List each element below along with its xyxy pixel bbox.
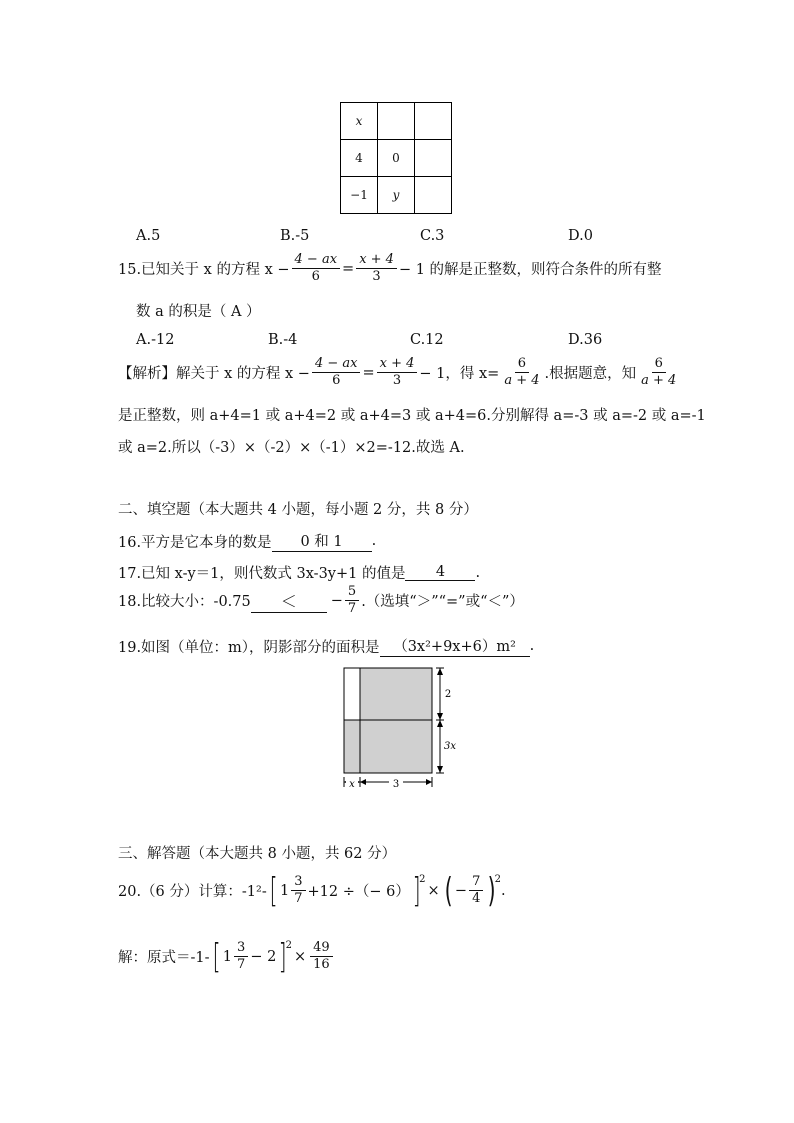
q14-option-b: B.-5 (280, 228, 310, 244)
section2-heading: 二、填空题（本大题共 4 小题，每小题 2 分，共 8 分） (118, 502, 478, 518)
fraction-denominator: 4 (472, 891, 481, 906)
fraction-numerator: 3 (291, 874, 305, 891)
mixed-fraction (234, 940, 248, 973)
analysis-text-3: .根据题意，知 (544, 366, 637, 382)
left-bracket: [ (269, 870, 278, 911)
analysis-text-1: 解关于 x 的方程 x − (176, 366, 310, 382)
q20-mixed-number (280, 874, 308, 907)
grid-cell: 0 (378, 140, 415, 177)
area-figure (330, 660, 470, 795)
fraction-denominator: 7 (294, 891, 303, 906)
q15-fraction-1 (292, 252, 341, 285)
fraction-denominator: 6 (332, 373, 341, 388)
left-bracket: [ (212, 936, 221, 977)
q17: 17.已知 x-y＝1，则代数式 3x-3y+1 的值是 4 . (118, 564, 481, 582)
q16-answer: 0 和 1 (272, 530, 372, 552)
grid-cell: x (341, 103, 378, 140)
grid-cell (415, 140, 452, 177)
fraction-denominator: 16 (313, 957, 330, 972)
right-bracket: ] (412, 870, 421, 911)
fraction-denominator: 3 (372, 269, 381, 284)
right-bracket: ] (278, 936, 287, 977)
fraction-numerator: 6 (652, 356, 666, 373)
q14-option-d: D.0 (568, 228, 593, 244)
label-3: 3 (392, 779, 400, 790)
fraction-denominator: 6 (311, 269, 320, 284)
shaded-region-bottom (344, 720, 432, 773)
solution-prefix: 解：原式＝-1- (118, 950, 210, 966)
q18-fraction (345, 584, 359, 617)
right-paren: ) (488, 870, 496, 911)
q15-line1 (118, 252, 662, 285)
times-sign: × (427, 882, 440, 899)
q16: 16.平方是它本身的数是 0 和 1 . (118, 530, 376, 552)
solution-mixed-number (223, 940, 251, 973)
q19: 19.如图（单位：m），阴影部分的面积是 （3x²+9x+6）m² . (118, 635, 534, 657)
q19-text: 19.如图（单位：m），阴影部分的面积是 (118, 639, 380, 656)
analysis-line3: 或 a=2.所以（-3）×（-2）×（-1）×2=-12.故选 A. (118, 440, 465, 456)
label-2: 2 (444, 689, 452, 700)
q17-answer: 4 (405, 564, 475, 581)
fraction-numerator: 49 (310, 940, 333, 957)
q15-prefix: 15.已知关于 x 的方程 x − (118, 262, 290, 278)
shaded-region-top (360, 668, 432, 720)
q20-mid: +12 ÷（− 6） (307, 884, 410, 900)
q18-answer: ＜ (251, 589, 327, 613)
q20-prefix: 20.（6 分）计算：-1²- (118, 884, 267, 900)
q15-option-a: A.-12 (136, 332, 175, 348)
q20-fraction-2 (469, 874, 483, 907)
exponent: 2 (285, 940, 292, 951)
grid-cell: 4 (341, 140, 378, 177)
q15-line2: 数 a 的积是（ A ） (136, 304, 261, 320)
number-grid (340, 102, 452, 214)
grid-cell (415, 103, 452, 140)
equals-sign: = (362, 364, 375, 381)
exponent: 2 (419, 874, 426, 885)
label-3x: 3x (443, 741, 457, 752)
q15-option-c: C.12 (410, 332, 444, 348)
fraction-numerator: x + 4 (377, 356, 418, 373)
q19-answer: （3x²+9x+6）m² (380, 635, 530, 657)
equals-sign: = (342, 260, 355, 277)
analysis-line1 (118, 356, 681, 389)
grid-cell (415, 177, 452, 214)
solution-mid: − 2 (250, 948, 277, 965)
analysis-text-2: − 1，得 x= (419, 366, 500, 382)
period: . (501, 882, 506, 899)
fraction-numerator: 6 (515, 356, 529, 373)
grid-cell: y (378, 177, 415, 214)
minus-sign: − (454, 882, 468, 899)
solution-fraction (310, 940, 333, 973)
q18 (118, 584, 524, 617)
label-x: x (349, 779, 355, 790)
times-sign: × (293, 948, 307, 965)
fraction-denominator: 7 (237, 957, 246, 972)
analysis-fraction-3 (501, 356, 542, 389)
q15-fraction-2 (356, 252, 397, 285)
fraction-denominator: 3 (392, 373, 402, 388)
left-paren: ( (444, 870, 453, 911)
q18-text: 18.比较大小：-0.75 (118, 594, 251, 610)
fraction-denominator: a + 4 (641, 373, 677, 388)
analysis-label: 【解析】 (118, 366, 176, 382)
solution-line (118, 936, 335, 977)
q16-text: 16.平方是它本身的数是 (118, 534, 272, 551)
q14-option-a: A.5 (136, 228, 161, 244)
fraction-numerator: x + 4 (356, 252, 397, 269)
grid-cell (378, 103, 415, 140)
q17-text: 17.已知 x-y＝1，则代数式 3x-3y+1 的值是 (118, 566, 406, 582)
q15-option-d: D.36 (568, 332, 603, 348)
mixed-whole: 1 (222, 948, 233, 965)
fraction-denominator: 7 (347, 601, 357, 616)
fraction-numerator: 4 − ax (292, 252, 341, 269)
grid-cell: −1 (341, 177, 378, 214)
q15-suffix: − 1 的解是正整数，则符合条件的所有整 (398, 262, 662, 278)
fraction-numerator: 7 (469, 874, 483, 891)
analysis-fraction-1 (312, 356, 361, 389)
q14-option-c: C.3 (420, 228, 445, 244)
fraction-numerator: 3 (234, 940, 248, 957)
q15-option-b: B.-4 (268, 332, 298, 348)
analysis-fraction-4 (638, 356, 679, 389)
analysis-fraction-2 (377, 356, 418, 389)
fraction-denominator: a + 4 (504, 373, 540, 388)
q20 (118, 870, 506, 911)
mixed-whole: 1 (280, 882, 290, 899)
exponent: 2 (494, 874, 501, 885)
section3-heading: 三、解答题（本大题共 8 小题，共 62 分） (118, 846, 397, 862)
analysis-line2: 是正整数，则 a+4=1 或 a+4=2 或 a+4=3 或 a+4=6.分别解得 a=-3 或 a=-2 或 a=-1 (118, 408, 706, 424)
fraction-numerator: 4 − ax (312, 356, 361, 373)
mixed-fraction (291, 874, 305, 907)
fraction-numerator: 5 (345, 584, 359, 601)
q18-suffix: .（选填“＞”“=”或“＜”） (361, 594, 524, 610)
q18-minus: − (330, 592, 343, 609)
